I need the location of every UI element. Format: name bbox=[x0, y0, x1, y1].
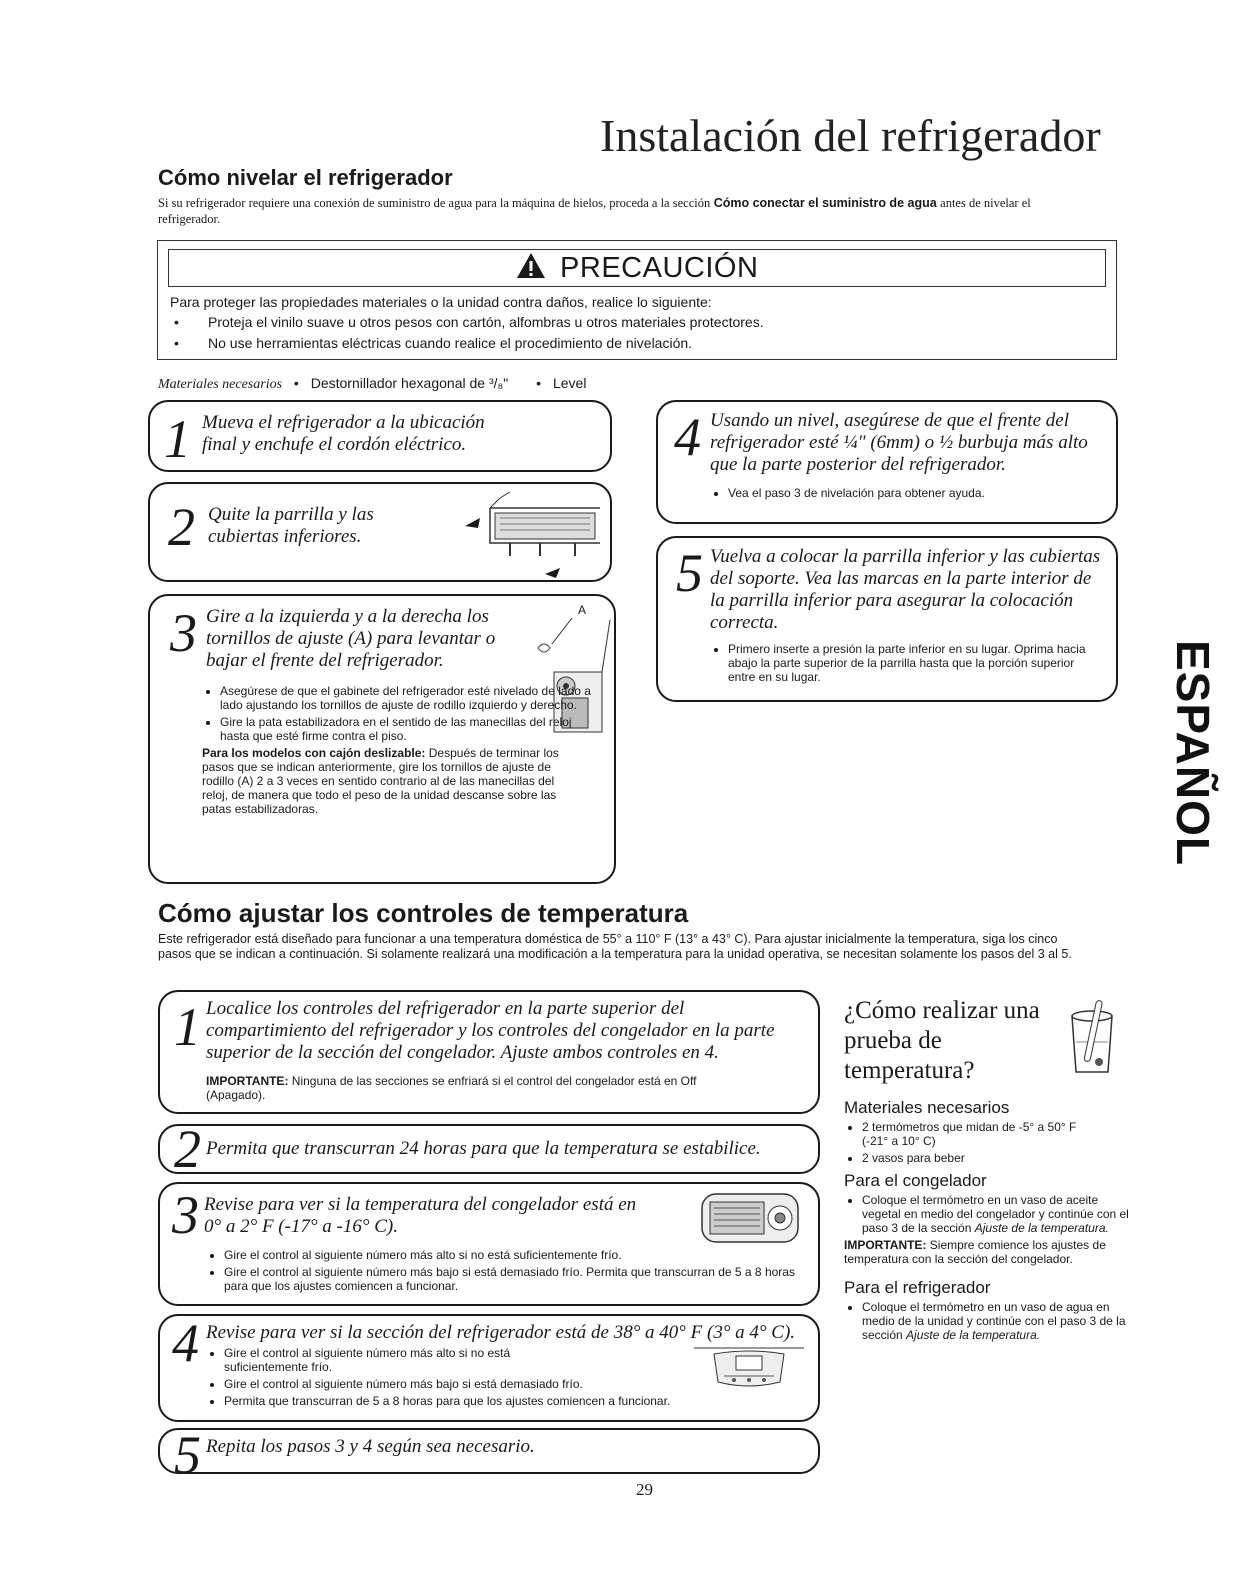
temp-step-2 bbox=[158, 1119, 820, 1179]
section-reference: Ajuste de la temperatura. bbox=[906, 1328, 1041, 1342]
caution-title-box bbox=[168, 249, 1106, 287]
intro-text-b: antes de nivelar el refrigerador. bbox=[158, 196, 1031, 226]
caution-box bbox=[157, 240, 1117, 360]
section-reference: Ajuste de la temperatura. bbox=[974, 1221, 1109, 1235]
caution-item-2: • No use herramientas eléctricas cuando realice el procedimiento de nivelación. bbox=[174, 335, 693, 351]
important-note bbox=[206, 1074, 706, 1102]
sidebar-fridge-heading: Para el refrigerador bbox=[844, 1278, 991, 1297]
section-heading-temperature: Cómo ajustar los controles de temperatura bbox=[158, 898, 689, 928]
temp-step-3 bbox=[158, 1182, 820, 1306]
freezer-control-icon bbox=[700, 1192, 800, 1249]
caution-item-1: • Proteja el vinilo suave u otros pesos con cartón, alfombras u otros materiales protectores. bbox=[174, 314, 764, 330]
sidebar-freezer-list bbox=[844, 1193, 1132, 1235]
bullet: • Gire el control al siguiente número más bajo si está demasiado frío. bbox=[224, 1377, 806, 1391]
warning-icon bbox=[516, 252, 546, 284]
language-tab: ESPAÑOL bbox=[1167, 640, 1219, 866]
sidebar-material: • 2 vasos para beber bbox=[862, 1151, 1092, 1165]
intro-text-a: Si su refrigerador requiere una conexión de suministro de agua para la máquina de hielos, proceda a la sección bbox=[158, 196, 711, 210]
step-bullets bbox=[710, 642, 1100, 687]
sidebar-important bbox=[844, 1238, 1114, 1266]
step-number: 1 bbox=[164, 409, 191, 469]
bullet: • Gire el control al siguiente número más bajo si está demasiado frío. Permita que transcurran de 5 a 8 horas para que los ajustes comiencen a funcionar. bbox=[224, 1265, 806, 1293]
step-number: 3 bbox=[170, 603, 197, 663]
bullet: • Permita que transcurran de 5 a 8 horas para que los ajustes comiencen a funcionar. bbox=[224, 1394, 806, 1408]
step-number: 3 bbox=[172, 1185, 199, 1245]
section-intro-temperature: Este refrigerador está diseñado para funcionar a una temperatura doméstica de 55° a 110° F (13° a 43° C). Para ajustar inicialmente la temperatura, siga los cinco pasos que se indican a continuación. Si solamente realizará una modificación a la temperatura para la unidad operativa, se necesitan solamente los pasos del 3 al 5. bbox=[158, 932, 1072, 961]
materials-label: Materiales necesarios bbox=[158, 377, 283, 392]
important-text: Ninguna de las secciones se enfriará si el control del congelador está en Off (Apagado). bbox=[206, 1074, 697, 1102]
grille-illustration bbox=[450, 488, 600, 585]
step-title: Vuelva a colocar la parrilla inferior y las cubiertas del soporte. Vea las marcas en la parte interior de la parrilla inferior para asegurar la colocación correcta. bbox=[710, 546, 1101, 633]
step-title: Revise para ver si la temperatura del congelador está en 0° a 2° F (-17° a -16° C). bbox=[204, 1194, 637, 1237]
important-label: IMPORTANTE: bbox=[206, 1074, 289, 1088]
temp-step-4 bbox=[158, 1314, 820, 1422]
step-title: Localice los controles del refrigerador en la parte superior del compartimiento del refrigerador y los controles del congelador en la parte superior de la sección del congelador. Ajuste ambos controles en 4. bbox=[206, 998, 775, 1063]
step-number: 5 bbox=[174, 1425, 201, 1485]
material-item-2: Level bbox=[552, 375, 587, 391]
note-label: Para los modelos con cajón deslizable: bbox=[202, 746, 426, 760]
leveling-step-4 bbox=[656, 400, 1118, 524]
material-item-1: Destornillador hexagonal de ³/₈" bbox=[310, 375, 509, 391]
step-number: 2 bbox=[168, 497, 195, 557]
materials-line: Materiales necesarios • Destornillador hexagonal de ³/₈" • Level bbox=[158, 375, 587, 392]
diagram-label-a: A bbox=[578, 603, 587, 617]
note-text: Después de terminar los pasos que se indican anteriormente, gire los tornillos de ajuste de rodillo (A) 2 a 3 veces en sentido contrario al de las manecillas del reloj, de manera que todo el peso de la unidad descanse sobre las patas estabilizadoras. bbox=[202, 746, 559, 816]
step-title: Permita que transcurran 24 horas para que la temperatura se estabilice. bbox=[206, 1138, 761, 1159]
leveling-step-3 bbox=[148, 594, 616, 884]
step-bullets bbox=[206, 1248, 806, 1296]
drawer-note bbox=[202, 746, 582, 816]
bullet: • Gire el control al siguiente número más alto si no está suficientemente frío. bbox=[224, 1346, 554, 1374]
glass-thermometer-icon bbox=[1066, 998, 1118, 1081]
bullet: • Asegúrese de que el gabinete del refrigerador esté nivelado de lado a lado ajustando los tornillos de ajuste de rodillo izquierdo y derecho. bbox=[220, 684, 602, 712]
section-heading-leveling: Cómo nivelar el refrigerador bbox=[158, 165, 453, 190]
important-label: IMPORTANTE: bbox=[844, 1238, 927, 1252]
sidebar-freezer-heading: Para el congelador bbox=[844, 1171, 987, 1190]
section-intro-leveling bbox=[158, 195, 1088, 227]
important-text: Siempre comience los ajustes de temperatura con la sección del congelador. bbox=[844, 1238, 1106, 1266]
step-bullets bbox=[710, 486, 1105, 503]
step-number: 5 bbox=[676, 543, 703, 603]
step-bullets bbox=[206, 1346, 806, 1411]
sidebar-materials-list bbox=[844, 1120, 1092, 1165]
bullet: • Gire el control al siguiente número más alto si no está suficientemente frío. bbox=[224, 1248, 806, 1262]
leveling-step-2 bbox=[148, 482, 612, 582]
step-title: Repita los pasos 3 y 4 según sea necesario. bbox=[206, 1436, 535, 1457]
sidebar-fridge-text: • Coloque el termómetro en un vaso de agua en medio de la unidad y continúe con el paso 3 de la sección Ajuste de la temperatura. bbox=[862, 1300, 1132, 1342]
temp-step-5 bbox=[158, 1425, 820, 1485]
step-number: 2 bbox=[174, 1119, 201, 1179]
step-title: Quite la parrilla y las cubiertas inferiores. bbox=[208, 504, 374, 547]
page-title: Instalación del refrigerador bbox=[600, 110, 1101, 161]
temp-step-1 bbox=[158, 990, 820, 1114]
step-number: 4 bbox=[674, 407, 701, 467]
leveling-step-1 bbox=[148, 400, 612, 472]
bullet: • Gire la pata estabilizadora en el sentido de las manecillas del reloj hasta que esté firme contra el piso. bbox=[220, 715, 602, 743]
step-bullets bbox=[202, 684, 602, 816]
step-number: 4 bbox=[172, 1313, 199, 1373]
step-title: Usando un nivel, asegúrese de que el frente del refrigerador esté ¼" (6mm) o ½ burbuja más alto que la parte posterior del refrigerador. bbox=[710, 410, 1088, 475]
sidebar-material: • 2 termómetros que midan de -5° a 50° F (-21° a 10° C) bbox=[862, 1120, 1092, 1148]
sidebar-title: ¿Cómo realizar una prueba de temperatura? bbox=[844, 997, 1040, 1084]
step-title: Mueva el refrigerador a la ubicación final y enchufe el cordón eléctrico. bbox=[202, 412, 485, 455]
caution-lead: Para proteger las propiedades materiales o la unidad contra daños, realice lo siguiente: bbox=[170, 294, 712, 310]
step-title: Revise para ver si la sección del refrigerador está de 38° a 40° F (3° a 4° C). bbox=[206, 1322, 796, 1343]
caution-title: PRECAUCIÓN bbox=[560, 252, 759, 284]
step-number: 1 bbox=[174, 997, 201, 1057]
temperature-test-sidebar bbox=[844, 996, 1134, 1345]
step-title: Gire a la izquierda y a la derecha los tornillos de ajuste (A) para levantar o bajar el frente del refrigerador. bbox=[206, 606, 496, 671]
leveling-step-5 bbox=[656, 536, 1118, 702]
page-number: 29 bbox=[636, 1480, 653, 1499]
bullet: • Primero inserte a presión la parte inferior en su lugar. Oprima hacia abajo la parte superior de la parrilla hasta que la porción superior entre en su lugar. bbox=[728, 642, 1100, 684]
sidebar-freezer-text: • Coloque el termómetro en un vaso de aceite vegetal en medio del congelador y continúe con el paso 3 de la sección Ajuste de la temperatura. bbox=[862, 1193, 1132, 1235]
sidebar-fridge-list bbox=[844, 1300, 1132, 1342]
sidebar-materials-heading: Materiales necesarios bbox=[844, 1098, 1010, 1117]
intro-bold-link: Cómo conectar el suministro de agua bbox=[713, 196, 937, 210]
bullet: • Vea el paso 3 de nivelación para obtener ayuda. bbox=[728, 486, 1105, 500]
